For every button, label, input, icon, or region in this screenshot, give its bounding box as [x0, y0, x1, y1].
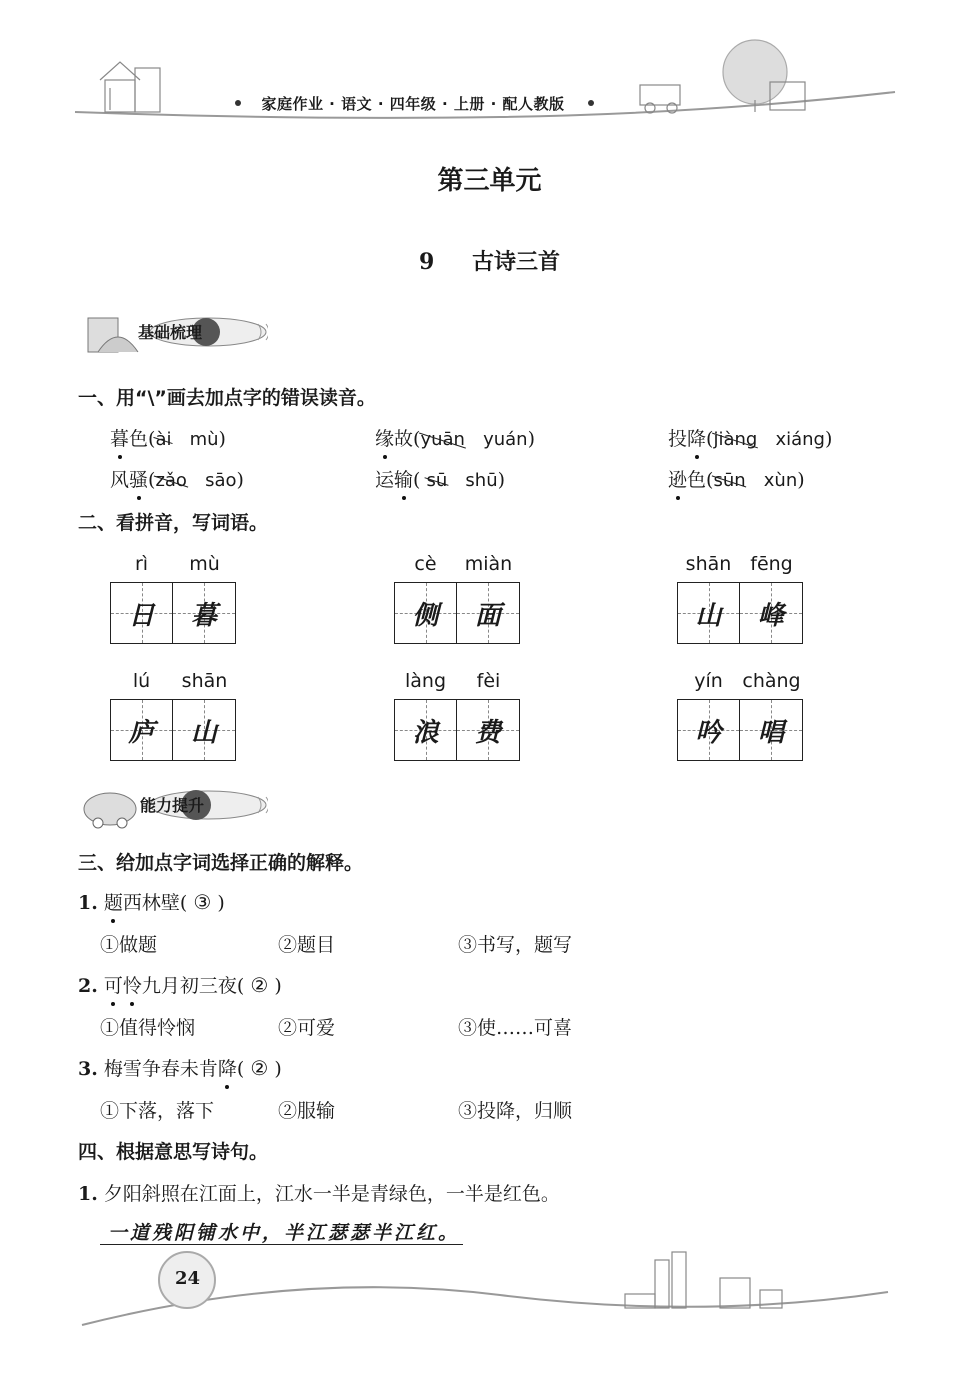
writing-grid[interactable]: 山 峰 [677, 582, 803, 644]
footer-decoration [0, 1250, 979, 1374]
pinyin-label: yín chàng [694, 670, 801, 692]
writing-grid[interactable]: 吟 唱 [677, 699, 803, 761]
pinyin-label: shān fēng [685, 553, 793, 575]
lesson-number: 9 [419, 249, 435, 275]
q3-question: 3. 梅雪争春未肯降( ② ) [78, 1056, 282, 1080]
unit-title: 第三单元 [437, 166, 542, 196]
q1-item: 投降(jiàng xiáng) [668, 424, 832, 451]
writing-grid[interactable]: 侧 面 [394, 582, 520, 644]
header-title: 家庭作业 · 语文 · 四年级 · 上册 · 配人教版 [261, 95, 565, 113]
q4-answer[interactable]: 一道残阳铺水中，半江瑟瑟半江红。 [108, 1222, 461, 1244]
q3-question: 1. 题西林壁( ③ ) [78, 890, 225, 914]
q1-item: 风骚(zǎo sāo) [110, 465, 244, 492]
q1-item: 暮色(ài mù) [110, 424, 226, 451]
badge-ability-label: 能力提升 [140, 796, 205, 815]
header-decoration [0, 0, 979, 140]
q1-heading: 一、用“\”画去加点字的错误读音。 [78, 387, 376, 409]
q1-item: 逊色(sūn xùn) [668, 465, 805, 492]
pinyin-label: cè miàn [414, 553, 513, 575]
writing-grid[interactable]: 浪 费 [394, 699, 520, 761]
q1-item: 缘故(yuān yuán) [375, 424, 535, 451]
q4-question: 1. 夕阳斜照在江面上，江水一半是青绿色，一半是红色。 [78, 1183, 560, 1205]
page-number: 24 [175, 1268, 201, 1289]
q3-question: 2. 可怜九月初三夜( ② ) [78, 973, 282, 997]
pinyin-label: rì mù [134, 553, 220, 575]
q3-option: ②可爱 [278, 1017, 336, 1039]
q3-option: ①下落，落下 [100, 1100, 215, 1122]
writing-grid[interactable]: 庐 山 [110, 699, 236, 761]
q3-option: ③使……可喜 [458, 1017, 573, 1039]
q3-option: ①做题 [100, 934, 158, 956]
q3-option: ②题目 [278, 934, 336, 956]
pinyin-label: lú shān [132, 670, 228, 692]
q1-item: 运输( sū shū) [375, 465, 505, 492]
q2-heading: 二、看拼音，写词语。 [78, 512, 269, 534]
q4-heading: 四、根据意思写诗句。 [78, 1141, 269, 1163]
q3-option: ②服输 [278, 1100, 336, 1122]
q3-heading: 三、给加点字词选择正确的解释。 [78, 852, 364, 874]
answer-line [100, 1244, 463, 1245]
q3-option: ③投降，归顺 [458, 1100, 573, 1122]
q3-option: ①值得怜悯 [100, 1017, 196, 1039]
lesson-name: 古诗三首 [471, 249, 560, 275]
pinyin-label: làng fèi [404, 670, 501, 692]
writing-grid[interactable]: 日 暮 [110, 582, 236, 644]
badge-basic-label: 基础梳理 [138, 323, 203, 342]
q3-option: ③书写，题写 [458, 934, 573, 956]
lesson-title [0, 245, 979, 276]
